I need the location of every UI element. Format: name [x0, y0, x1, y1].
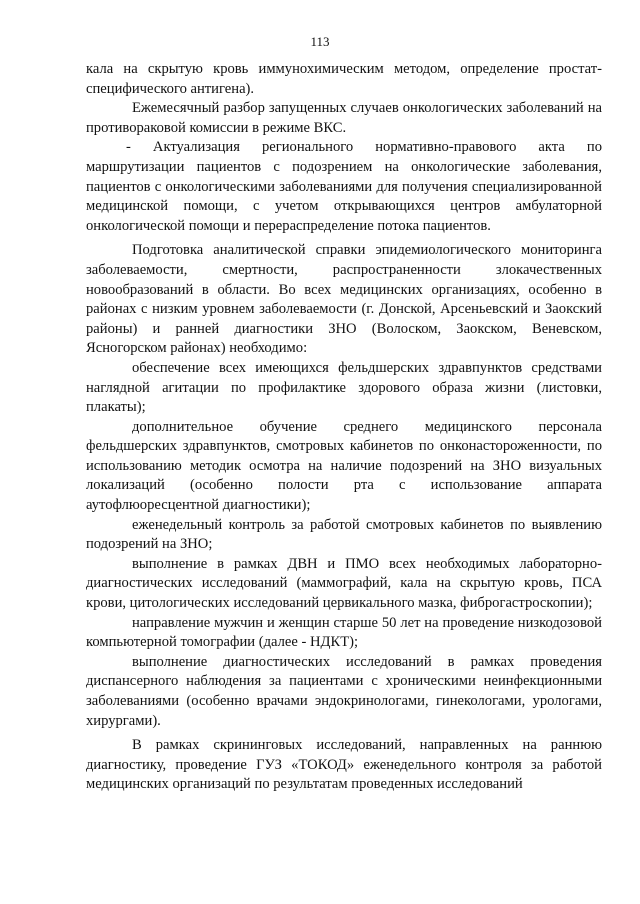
document-body [86, 60, 602, 795]
page-number: 113 [310, 34, 330, 49]
paragraph-monthly-review: Ежемесячный разбор запущенных случаев онкологических заболеваний на противораковой комиссии в режиме ВКС. [86, 100, 602, 136]
list-item-dispensary-observation: выполнение диагностических исследований в рамках проведения диспансерного наблюдения за пациентами с хроническими неинфекционными заболеваниями (особенно врачами эндокринологами, гинекологами, урологами, хирургами). [86, 653, 602, 729]
paragraph-routing-update: - Актуализация регионального нормативно-правового акта по маршрутизации пациентов с подозрением на онкологические заболевания, пациентов с онкологическими заболеваниями для получения специализированной медицинской помощи, с учетом открывающихся центров амбулаторной онкологической помощи и перераспределение потока пациентов. [86, 139, 602, 234]
list-item-visual-agitation: обеспечение всех имеющихся фельдшерских здравпунктов средствами наглядной агитации по профилактике здорового образа жизни (листовки, плакаты); [86, 359, 602, 416]
list-item-staff-training: дополнительное обучение среднего медицинского персонала фельдшерских здравпунктов, смотровых кабинетов по онконастороженности, по использованию методик осмотра на наличие подозрений на ЗНО визуальных локализаций (особенно полости рта с использование аппарата аутофлюоресцентной диагностики); [86, 418, 602, 514]
paragraph-analytical-report: Подготовка аналитической справки эпидемиологического мониторинга заболеваемости, смертности, распространенности злокачественных новообразований в области. Во всех медицинских организациях, особенно в районах с низким уровнем заболеваемости (г. Донской, Арсеньевский и Заокский районы) и ранней диагностики ЗНО (Волоском, Заокском, Веневском, Ясногорском районах) необходимо: [86, 242, 602, 357]
list-item-ldct-referral: направление мужчин и женщин старше 50 лет на проведение низкодозовой компьютерной томографии (далее - НДКТ); [86, 614, 602, 651]
list-item-lab-diagnostics: выполнение в рамках ДВН и ПМО всех необходимых лабораторно-диагностических исследований (маммографий, кала на скрытую кровь, ПСА крови, цитологических исследований цервикального мазка, фиброгастроскопии); [86, 555, 602, 612]
list-item-weekly-control: еженедельный контроль за работой смотровых кабинетов по выявлению подозрений на ЗНО; [86, 516, 602, 553]
paragraph-continuation: кала на скрытую кровь иммунохимическим методом, определение простат-специфического антигена). [86, 61, 602, 97]
paragraph-screening-control: В рамках скрининговых исследований, направленных на раннюю диагностику, проведение ГУЗ «ТОКОД» еженедельного контроля за работой медицинских организаций по результатам проведенных исследований [86, 737, 602, 793]
